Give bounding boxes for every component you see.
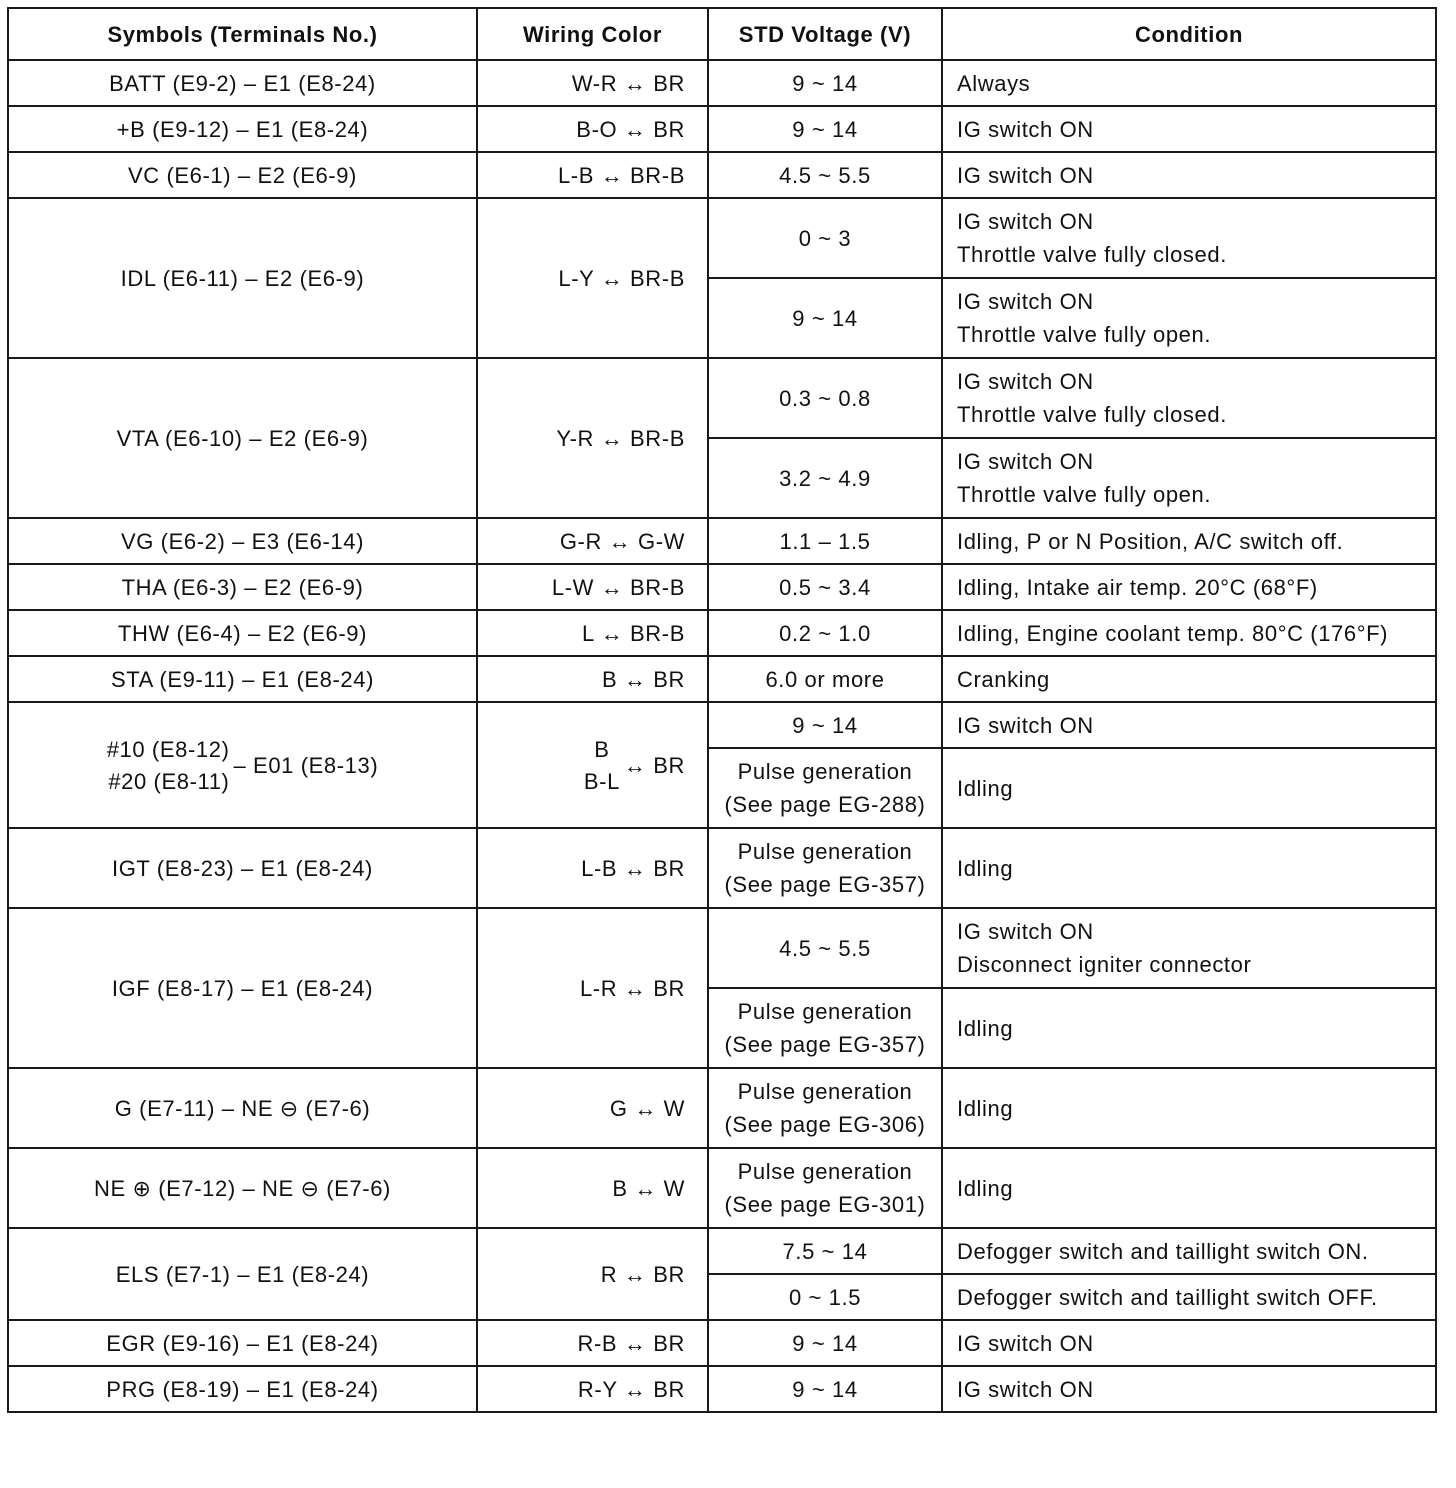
table-row-ne <box>8 1148 1436 1228</box>
terminal-symbol: IGF (E8-17) – E1 (E8-24) <box>8 908 477 1068</box>
terminal-symbol: THW (E6-4) – E2 (E6-9) <box>8 610 477 656</box>
condition: Idling <box>942 1068 1436 1148</box>
voltage-line: (See page EG-357) <box>724 872 926 897</box>
condition: Idling <box>942 988 1436 1068</box>
voltage-line: Pulse generation <box>737 999 913 1024</box>
table-row-batt <box>8 60 1436 106</box>
terminal-symbol: IDL (E6-11) – E2 (E6-9) <box>8 198 477 358</box>
std-voltage: 7.5 ~ 14 <box>708 1228 942 1274</box>
injector-wire-group <box>584 734 685 798</box>
condition-line: Throttle valve fully open. <box>957 482 1212 507</box>
voltage-line: (See page EG-306) <box>724 1112 926 1137</box>
terminal-symbol <box>8 702 477 828</box>
terminal-symbol: PRG (E8-19) – E1 (E8-24) <box>8 1366 477 1412</box>
table-row-plus-b <box>8 106 1436 152</box>
wiring-color: B ↔ W <box>477 1148 708 1228</box>
condition: IG switch ON <box>942 1320 1436 1366</box>
condition: Defogger switch and taillight switch ON. <box>942 1228 1436 1274</box>
injector-wire-ground: ↔ BR <box>623 753 685 778</box>
injector-symbol-group <box>107 734 379 798</box>
std-voltage: 4.5 ~ 5.5 <box>708 908 942 988</box>
std-voltage: 3.2 ~ 4.9 <box>708 438 942 518</box>
table-row-vg <box>8 518 1436 564</box>
condition-line: IG switch ON <box>957 369 1094 394</box>
wiring-color: G ↔ W <box>477 1068 708 1148</box>
std-voltage: 9 ~ 14 <box>708 1320 942 1366</box>
condition: IG switch ON <box>942 106 1436 152</box>
std-voltage <box>708 1068 942 1148</box>
terminal-symbol: VTA (E6-10) – E2 (E6-9) <box>8 358 477 518</box>
table-row-thw <box>8 610 1436 656</box>
voltage-line: (See page EG-357) <box>724 1032 926 1057</box>
table-row-vc <box>8 152 1436 198</box>
voltage-line: Pulse generation <box>737 839 913 864</box>
std-voltage: 9 ~ 14 <box>708 278 942 358</box>
wiring-color: L ↔ BR-B <box>477 610 708 656</box>
std-voltage: 9 ~ 14 <box>708 702 942 748</box>
condition-line: Disconnect igniter connector <box>957 952 1252 977</box>
injector-ground-symbol: – E01 (E8-13) <box>233 753 379 778</box>
condition-line: IG switch ON <box>957 449 1094 474</box>
std-voltage <box>708 1148 942 1228</box>
condition: Cranking <box>942 656 1436 702</box>
table-row-g <box>8 1068 1436 1148</box>
header-std-voltage: STD Voltage (V) <box>708 8 942 60</box>
wiring-color: L-R ↔ BR <box>477 908 708 1068</box>
std-voltage: 6.0 or more <box>708 656 942 702</box>
injector-20-symbol: #20 (E8-11) <box>108 768 230 794</box>
injector-wire-2: B-L <box>583 768 620 794</box>
std-voltage: 1.1 – 1.5 <box>708 518 942 564</box>
std-voltage: 0 ~ 3 <box>708 198 942 278</box>
condition <box>942 438 1436 518</box>
condition-line: Throttle valve fully closed. <box>957 242 1227 267</box>
std-voltage <box>708 748 942 828</box>
std-voltage: 9 ~ 14 <box>708 1366 942 1412</box>
wiring-color: R-B ↔ BR <box>477 1320 708 1366</box>
std-voltage: 0.3 ~ 0.8 <box>708 358 942 438</box>
wiring-color: L-B ↔ BR-B <box>477 152 708 198</box>
condition <box>942 198 1436 278</box>
wiring-color: B ↔ BR <box>477 656 708 702</box>
condition: Idling <box>942 828 1436 908</box>
condition <box>942 358 1436 438</box>
terminal-symbol: +B (E9-12) – E1 (E8-24) <box>8 106 477 152</box>
terminal-symbol: BATT (E9-2) – E1 (E8-24) <box>8 60 477 106</box>
std-voltage: 4.5 ~ 5.5 <box>708 152 942 198</box>
terminal-symbol: G (E7-11) – NE ⊖ (E7-6) <box>8 1068 477 1148</box>
wiring-color <box>477 702 708 828</box>
wiring-color: L-Y ↔ BR-B <box>477 198 708 358</box>
wiring-color: L-W ↔ BR-B <box>477 564 708 610</box>
wiring-color: G-R ↔ G-W <box>477 518 708 564</box>
table-row-prg <box>8 1366 1436 1412</box>
terminal-symbol: IGT (E8-23) – E1 (E8-24) <box>8 828 477 908</box>
wiring-color: R ↔ BR <box>477 1228 708 1320</box>
injector-symbol-stack <box>107 734 230 798</box>
condition-line: IG switch ON <box>957 209 1094 234</box>
condition: Idling <box>942 748 1436 828</box>
table-row-vta-closed <box>8 358 1436 438</box>
table-row-egr <box>8 1320 1436 1366</box>
wiring-color: R-Y ↔ BR <box>477 1366 708 1412</box>
table-row-igf-on <box>8 908 1436 988</box>
std-voltage: 9 ~ 14 <box>708 106 942 152</box>
injector-wire-stack <box>584 734 620 798</box>
condition: IG switch ON <box>942 1366 1436 1412</box>
condition <box>942 908 1436 988</box>
table-row-tha <box>8 564 1436 610</box>
condition: Always <box>942 60 1436 106</box>
header-row <box>8 8 1436 60</box>
voltage-line: (See page EG-288) <box>724 792 926 817</box>
terminal-symbol: VG (E6-2) – E3 (E6-14) <box>8 518 477 564</box>
condition: Idling, Intake air temp. 20°C (68°F) <box>942 564 1436 610</box>
condition-line: IG switch ON <box>957 919 1094 944</box>
table-row-igt <box>8 828 1436 908</box>
injector-wire-1: B <box>594 736 610 762</box>
condition: Idling, P or N Position, A/C switch off. <box>942 518 1436 564</box>
terminal-symbol: THA (E6-3) – E2 (E6-9) <box>8 564 477 610</box>
std-voltage: 0.2 ~ 1.0 <box>708 610 942 656</box>
table-row-els-on <box>8 1228 1436 1274</box>
wiring-color: B-O ↔ BR <box>477 106 708 152</box>
voltage-line: (See page EG-301) <box>724 1192 926 1217</box>
injector-10-symbol: #10 (E8-12) <box>106 736 230 762</box>
condition <box>942 278 1436 358</box>
condition: IG switch ON <box>942 152 1436 198</box>
std-voltage <box>708 828 942 908</box>
condition: IG switch ON <box>942 702 1436 748</box>
ecu-terminal-table <box>7 7 1437 1413</box>
condition: Defogger switch and taillight switch OFF. <box>942 1274 1436 1320</box>
terminal-symbol: EGR (E9-16) – E1 (E8-24) <box>8 1320 477 1366</box>
table-row-injector-on <box>8 702 1436 748</box>
terminal-symbol: STA (E9-11) – E1 (E8-24) <box>8 656 477 702</box>
header-wiring-color: Wiring Color <box>477 8 708 60</box>
condition: Idling, Engine coolant temp. 80°C (176°F) <box>942 610 1436 656</box>
condition: Idling <box>942 1148 1436 1228</box>
std-voltage: 9 ~ 14 <box>708 60 942 106</box>
std-voltage <box>708 988 942 1068</box>
table-row-idl-closed <box>8 198 1436 278</box>
voltage-line: Pulse generation <box>737 759 913 784</box>
terminal-symbol: NE ⊕ (E7-12) – NE ⊖ (E7-6) <box>8 1148 477 1228</box>
condition-line: IG switch ON <box>957 289 1094 314</box>
header-condition: Condition <box>942 8 1436 60</box>
std-voltage: 0.5 ~ 3.4 <box>708 564 942 610</box>
wiring-color: Y-R ↔ BR-B <box>477 358 708 518</box>
voltage-line: Pulse generation <box>737 1079 913 1104</box>
wiring-color: L-B ↔ BR <box>477 828 708 908</box>
std-voltage: 0 ~ 1.5 <box>708 1274 942 1320</box>
condition-line: Throttle valve fully closed. <box>957 402 1227 427</box>
condition-line: Throttle valve fully open. <box>957 322 1212 347</box>
wiring-color: W-R ↔ BR <box>477 60 708 106</box>
terminal-symbol: VC (E6-1) – E2 (E6-9) <box>8 152 477 198</box>
voltage-line: Pulse generation <box>737 1159 913 1184</box>
table-row-sta <box>8 656 1436 702</box>
header-symbols: Symbols (Terminals No.) <box>8 8 477 60</box>
terminal-symbol: ELS (E7-1) – E1 (E8-24) <box>8 1228 477 1320</box>
